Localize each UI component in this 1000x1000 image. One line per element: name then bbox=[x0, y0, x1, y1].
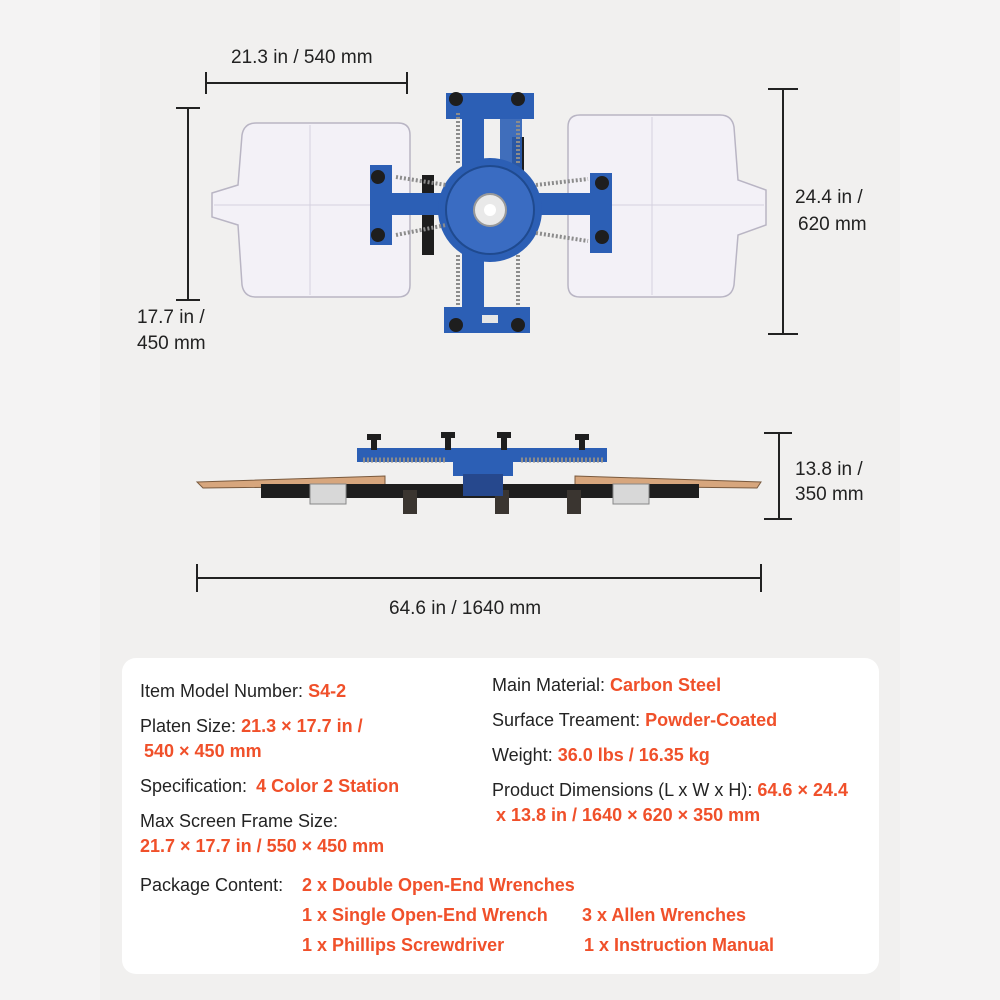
total-height-label-1: 24.4 in / bbox=[795, 187, 863, 208]
side-height-tick-bottom bbox=[764, 518, 792, 520]
spec-surface-label: Surface Treament: bbox=[492, 710, 646, 730]
spec-specification-label: Specification: bbox=[140, 776, 253, 796]
total-length-tick-right bbox=[760, 564, 762, 592]
spec-frame-value: 21.7 × 17.7 in / 550 × 450 mm bbox=[140, 836, 385, 856]
spec-model-value: S4-2 bbox=[308, 681, 347, 701]
spec-weight-label: Weight: bbox=[492, 745, 558, 765]
top-width-line bbox=[206, 82, 408, 84]
package-item: 1 x Phillips Screwdriver bbox=[302, 935, 505, 955]
side-height-label-2: 350 mm bbox=[795, 484, 864, 505]
spec-platen-value-1: 21.3 × 17.7 in / bbox=[241, 716, 363, 736]
spec-dimensions-label: Product Dimensions (L x W x H): bbox=[492, 780, 758, 800]
spec-dimensions-cont bbox=[496, 801, 760, 830]
spec-material-value: Carbon Steel bbox=[610, 675, 722, 695]
platen-height-tick-top bbox=[176, 107, 200, 109]
spec-platen-value-2: 540 × 450 mm bbox=[144, 741, 262, 761]
total-height-label-2: 620 mm bbox=[798, 214, 867, 235]
platen-height-label-1: 17.7 in / bbox=[137, 307, 205, 328]
spec-frame-label: Max Screen Frame Size: bbox=[140, 811, 339, 831]
total-length-label: 64.6 in / 1640 mm bbox=[389, 598, 542, 619]
spec-material-label: Main Material: bbox=[492, 675, 611, 695]
spec-platen-label: Platen Size: bbox=[140, 716, 242, 736]
spec-model bbox=[140, 677, 346, 706]
spec-dimensions-value-1: 64.6 × 24.4 bbox=[757, 780, 848, 800]
spec-specification-value: 4 Color 2 Station bbox=[256, 776, 400, 796]
package-item: 1 x Instruction Manual bbox=[584, 935, 775, 955]
total-height-line bbox=[782, 88, 784, 334]
platen-height-label-2: 450 mm bbox=[137, 333, 206, 354]
spec-surface-value: Powder-Coated bbox=[645, 710, 778, 730]
side-height-label-1: 13.8 in / bbox=[795, 459, 863, 480]
side-height-tick-top bbox=[764, 432, 792, 434]
spec-weight-value: 36.0 lbs / 16.35 kg bbox=[557, 745, 710, 765]
side-view-illustration bbox=[195, 430, 765, 520]
spec-frame-cont bbox=[140, 832, 384, 861]
platen-height-line bbox=[187, 108, 189, 300]
spec-material bbox=[492, 671, 721, 700]
spec-model-label: Item Model Number: bbox=[140, 681, 309, 701]
spec-specification bbox=[140, 772, 399, 801]
platen-height-tick-bottom bbox=[176, 299, 200, 301]
package-item: 3 x Allen Wrenches bbox=[582, 905, 747, 925]
side-height-line bbox=[778, 433, 780, 519]
top-view-illustration bbox=[200, 85, 780, 350]
package-item: 2 x Double Open-End Wrenches bbox=[302, 875, 575, 895]
total-length-tick-left bbox=[196, 564, 198, 592]
spec-platen-cont bbox=[144, 737, 262, 766]
spec-surface bbox=[492, 706, 777, 735]
spec-dimensions-value-2: x 13.8 in / 1640 × 620 × 350 mm bbox=[496, 805, 761, 825]
total-length-line bbox=[197, 577, 762, 579]
spec-package-label: Package Content: bbox=[140, 875, 284, 895]
package-item: 1 x Single Open-End Wrench bbox=[302, 905, 548, 925]
spec-weight bbox=[492, 741, 710, 770]
spec-package bbox=[140, 871, 283, 900]
top-width-label: 21.3 in / 540 mm bbox=[231, 47, 373, 68]
